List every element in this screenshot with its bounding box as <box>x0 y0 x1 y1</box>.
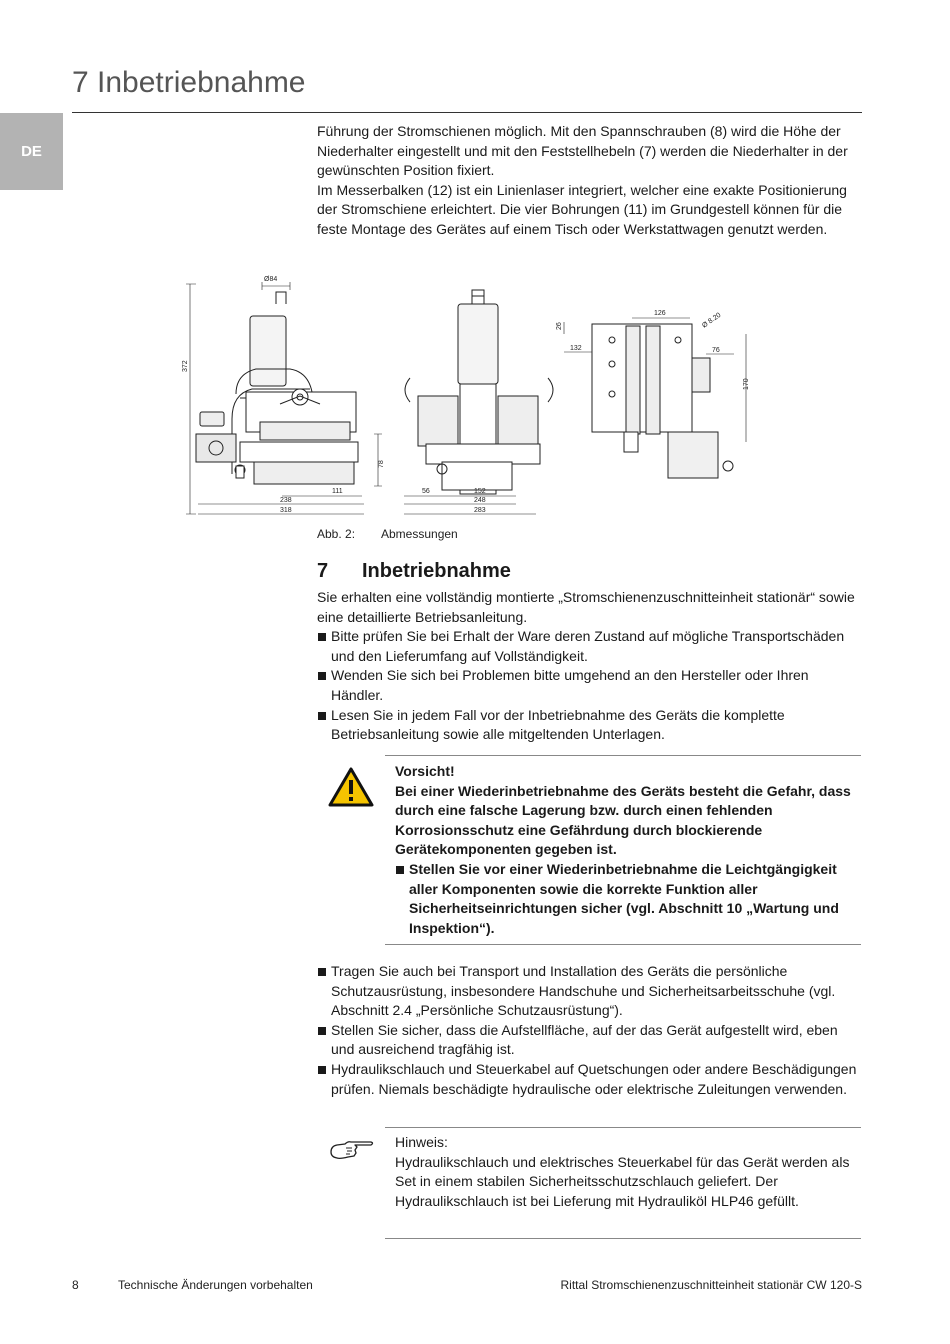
intro-paragraph-2: Im Messerbalken (12) ist ein Linienlaser integriert, welcher eine exakte Positionierung der Stromschiene erleichtert. Die vier Bohrungen (11) im Grundgestell können für die feste Montage des Gerätes auf einem Tisch oder Werkstattwagen genutzt werden. <box>317 181 847 237</box>
caution-list <box>395 860 857 938</box>
front-view <box>196 292 358 484</box>
list-item: Tragen Sie auch bei Transport und Installation des Geräts die persönliche Schutzausrüstung, insbesondere Handschuhe und Sicherheitsarbeitsschuhe (vgl. Abschnitt 2.4 „Persönliche Schutzausrüstung“). <box>317 962 862 1021</box>
hint-title: Hinweis: <box>395 1134 448 1150</box>
footer-page-number: 8 <box>72 1278 79 1292</box>
section-intro: Sie erhalten eine vollständig montierte „Stromschienenzuschnitteinheit stationär“ sowie eine detaillierte Betriebsanleitung. <box>317 589 855 625</box>
footer-right-text: Rittal Stromschienenzuschnitteinheit stationär CW 120-S <box>560 1278 862 1292</box>
caution-text: Bei einer Wiederinbetriebnahme des Geräts besteht die Gefahr, dass durch eine falsche Lagerung bzw. durch einen fehlenden Korrosionsschutz eine Gefährdung durch blockierende Gerätekomponenten gegeben ist. <box>395 782 851 858</box>
figure-caption <box>317 527 458 541</box>
side-view <box>405 290 553 494</box>
language-tab[interactable]: DE <box>0 113 63 190</box>
list-item: Lesen Sie in jedem Fall vor der Inbetriebnahme des Geräts die komplette Betriebsanleitung sowie alle mitgeltenden Unterlagen. <box>317 706 862 745</box>
dim-h26: 26 <box>556 322 563 330</box>
bullet-list-2 <box>317 962 862 1099</box>
figure-caption-text: Abmessungen <box>381 527 458 541</box>
hint-text: Hydraulikschlauch und elektrisches Steuerkabel für das Gerät werden als Set in einem stabilen Sicherheitsschutzschlauch geliefert. Der Hydraulikschlauch ist bei Lieferung mit Hydrauliköl HLP46 gefüllt. <box>395 1153 850 1209</box>
dim-w111: 111 <box>332 488 343 495</box>
dim-w238: 238 <box>280 497 292 504</box>
dim-h170: 170 <box>743 378 750 390</box>
dim-w126: 126 <box>654 310 666 317</box>
bullet-list-1 <box>317 627 862 745</box>
list-item: Hydraulikschlauch und Steuerkabel auf Quetschungen oder andere Beschädigungen prüfen. Niemals beschädigte hydraulische oder elektrische Zuleitungen verwenden. <box>317 1060 862 1099</box>
caution-title: Vorsicht! <box>395 763 455 779</box>
dim-w132: 132 <box>570 345 582 352</box>
list-item: Bitte prüfen Sie bei Erhalt der Ware deren Zustand auf mögliche Transportschäden und den Lieferumfang auf Vollständigkeit. <box>317 627 862 666</box>
pointing-hand-icon <box>328 1138 374 1166</box>
hint-content <box>395 1133 857 1211</box>
section-title: Inbetriebnahme <box>362 560 511 582</box>
section-number: 7 <box>317 560 329 582</box>
list-item: Stellen Sie vor einer Wiederinbetriebnahme die Leichtgängigkeit aller Komponenten sowie die korrekte Funktion aller Sicherheitseinrichtungen sicher (vgl. Abschnitt 10 „Wartung und Inspektion“). <box>395 860 857 938</box>
section-body <box>317 588 862 745</box>
footer-left-text: Technische Änderungen vorbehalten <box>118 1278 313 1292</box>
dim-w318: 318 <box>280 507 292 514</box>
figure-caption-number: Abb. 2: <box>317 527 356 541</box>
page-header-title: 7 Inbetriebnahme <box>72 66 306 99</box>
dim-w248: 248 <box>474 497 486 504</box>
dim-w56: 56 <box>422 488 430 495</box>
dimension-drawing <box>180 264 755 519</box>
dim-h78: 78 <box>378 460 385 468</box>
list-item: Stellen Sie sicher, dass die Aufstellfläche, auf der das Gerät aufgestellt wird, eben und ausreichend tragfähig ist. <box>317 1021 862 1060</box>
section-heading <box>317 560 511 583</box>
warning-triangle-icon <box>328 767 374 807</box>
section-body-2 <box>317 962 862 1099</box>
dim-d84: Ø84 <box>264 276 278 283</box>
header-rule <box>72 112 862 113</box>
intro-paragraph-1: Führung der Stromschienen möglich. Mit den Spannschrauben (8) wird die Höhe der Niederhalter eingestellt und mit den Feststellhebeln (7) werden die Niederhalter in der gewünschten Position fixiert. <box>317 123 848 179</box>
dim-h372: 372 <box>182 360 189 372</box>
dim-d820: Ø 8.20 <box>701 311 723 330</box>
dim-w152: 152 <box>474 488 486 495</box>
dim-w283: 283 <box>474 507 486 514</box>
list-item: Wenden Sie sich bei Problemen bitte umgehend an den Hersteller oder Ihren Händler. <box>317 666 862 705</box>
intro-text <box>317 122 862 240</box>
dim-w76: 76 <box>712 347 720 354</box>
caution-content <box>395 762 857 938</box>
